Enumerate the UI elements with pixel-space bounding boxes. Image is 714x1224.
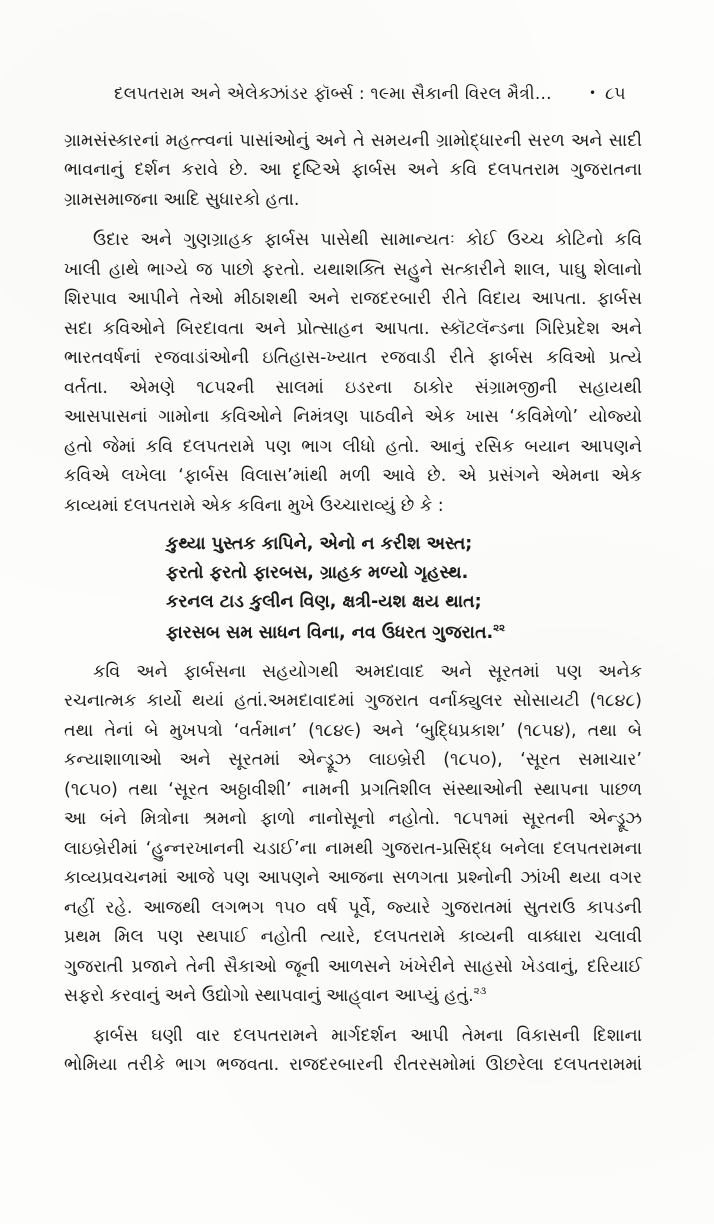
text-line: કવિ અને ફાર્બસના સહયોગથી અમદાવાદ અને સૂરતમાં પણ અનેક xyxy=(93,662,642,682)
poem-line: ફરતો ફરતો ફારબસ, ગ્રાહક મળ્યો ગૃહસ્થ. xyxy=(166,563,469,583)
text-line: હતો જેમાં કવિ દલપતરામે પણ ભાગ લીધો હતો. આનું રસિક બયાન આપણને xyxy=(64,437,642,457)
page-number: ૮૫ xyxy=(605,84,626,104)
running-header xyxy=(0,84,714,112)
text-line: લાઇબ્રેરીમાં ‘હુન્નરખાનની ચડાઈ’ના નામથી ગુજરાત-પ્રસિદ્ધ બનેલા દલપતરામના xyxy=(64,839,642,859)
text-line: આ બંને મિત્રોના શ્રમનો ફાળો નાનોસૂનો નહોતો. ૧૮૫૧માં સૂરતની એન્ડ્રૂઝ xyxy=(64,809,642,829)
header-bullet: • xyxy=(589,86,597,100)
text-line: આસપાસનાં ગામોના કવિઓને નિમંત્રણ પાઠવીને એક ખાસ ‘કવિમેળો’ યોજ્યો xyxy=(64,407,642,427)
text-line: ફાર્બસ ઘણી વાર દલપતરામને માર્ગદર્શન આપી તેમના વિકાસની દિશાના xyxy=(93,1026,642,1046)
text-line: (૧૮૫૦) તથા ‘સૂરત અઠ્ઠાવીશી’ નામની પ્રગતિશીલ સંસ્થાઓની સ્થાપના પાછળ xyxy=(64,780,642,800)
text-line: ગુજરાતી પ્રજાને તેની સૈકાઓ જૂની આળસને ખંખેરીને સાહસો ખેડવાનું, દરિયાઈ xyxy=(64,957,642,977)
text-line: શિરપાવ આપીને તેઓ મીઠાશથી અને રાજદરબારી રીતે વિદાય આપતા. ફાર્બસ xyxy=(64,289,642,309)
text-line: સદા કવિઓને બિરદાવતા અને પ્રોત્સાહન આપતા. સ્કૉટલૅન્ડના ગિરિપ્રદેશ અને xyxy=(64,319,642,339)
text-line: કવિએ લખેલા ‘ફાર્બસ વિલાસ’માંથી મળી આવે છે. એ પ્રસંગને એમના એક xyxy=(64,466,642,486)
text-line: કન્યાશાળાઓ અને સૂરતમાં એન્ડ્રૂઝ લાઇબ્રેરી (૧૮૫૦), ‘સૂરત સમાચાર’ xyxy=(64,750,642,770)
text-line: ભારતવર્ષનાં રજવાડાંઓની ઇતિહાસ-ખ્યાત રજવાડી રીતે ફાર્બસ કવિઓ પ્રત્યે xyxy=(64,348,642,368)
text-line: ખાલી હાથે ભાગ્યે જ પાછો ફરતો. યથાશક્તિ સહુને સત્કારીને શાલ, પાઘુ શેલાનો xyxy=(64,260,642,280)
poem-line: કરનલ ટાડ કુલીન વિણ, ક્ષત્રી-યશ ક્ષય થાત; xyxy=(166,592,482,612)
footnote-ref: ૨૨ xyxy=(493,623,505,635)
text-line: તથા તેનાં બે મુખપત્રો ‘વર્તમાન’ (૧૮૪૯) અને ‘બુદ્ધિપ્રકાશ’ (૧૮૫૪), તથા બે xyxy=(64,721,642,741)
text-line: રચનાત્મક કાર્યો થયાં હતાં.અમદાવાદમાં ગુજરાત વર્નાક્યુલર સોસાયટી (૧૮૪૮) xyxy=(64,691,642,711)
running-header-title: દલપતરામ અને એલેક્ઝાંડર ફૉર્બ્સ : ૧૯મા સૈકાની વિરલ મૈત્રી... xyxy=(114,84,552,104)
text-line: ભાવનાનું દર્શન કરાવે છે. આ દૃષ્ટિએ ફાર્બસ અને કવિ દલપતરામ ગુજરાતના xyxy=(64,160,642,180)
text-line: વર્તતા. એમણે ૧૮૫૨ની સાલમાં ઇડરના ઠાકોર સંગ્રામજીની સહાયથી xyxy=(64,378,642,398)
text-line: પ્રથમ મિલ પણ સ્થપાઈ નહોતી ત્યારે, દલપતરામે કાવ્યની વાક્ધારા ચલાવી xyxy=(64,927,642,947)
text-line: ગ્રામસંસ્કારનાં મહત્ત્વનાં પાસાંઓનું અને તે સમયની ગ્રામોદ્ધારની સરળ અને સાદી xyxy=(64,131,642,151)
text-line: ગ્રામસમાજના આદિ સુધારકો હતા. xyxy=(64,190,300,210)
text-line: સફરો કરવાનું અને ઉદ્યોગો સ્થાપવાનું આહ્‌વાન આપ્યું હતું.$^{૨૩}$ xyxy=(64,986,487,1006)
text-line: કાવ્યમાં દલપતરામે એક કવિના મુખે ઉચ્ચારાવ્યું છે કે : xyxy=(64,496,444,516)
poem-line: કુથ્યા પુસ્તક કાપિને, એનો ન કરીશ અસ્ત; xyxy=(166,534,473,554)
text-line: કાવ્યપ્રવચનમાં આજે પણ આપણને આજના સળગતા પ્રશ્નોની ઝાંખી થયા વગર xyxy=(64,868,642,888)
footnote-ref: ૨૩ xyxy=(473,986,487,998)
text-line: ઉદાર અને ગુણગ્રાહક ફાર્બસ પાસેથી સામાન્યતઃ કોઈ ઉચ્ચ કોટિનો કવિ xyxy=(93,230,642,250)
text-line: ભોમિયા તરીકે ભાગ ભજવતા. રાજદરબારની રીતરસમોમાં ઊછરેલા દલપતરામમાં xyxy=(64,1055,642,1075)
poem-line: ફારસબ સમ સાધન વિના, નવ ઉધરત ગુજરાત.$^{૨૨}$ xyxy=(166,623,505,643)
text-line: નહીં રહે. આજથી લગભગ ૧૫૦ વર્ષ પૂર્વે, જ્યારે ગુજરાતમાં સુતરાઉ કાપડની xyxy=(64,898,642,918)
